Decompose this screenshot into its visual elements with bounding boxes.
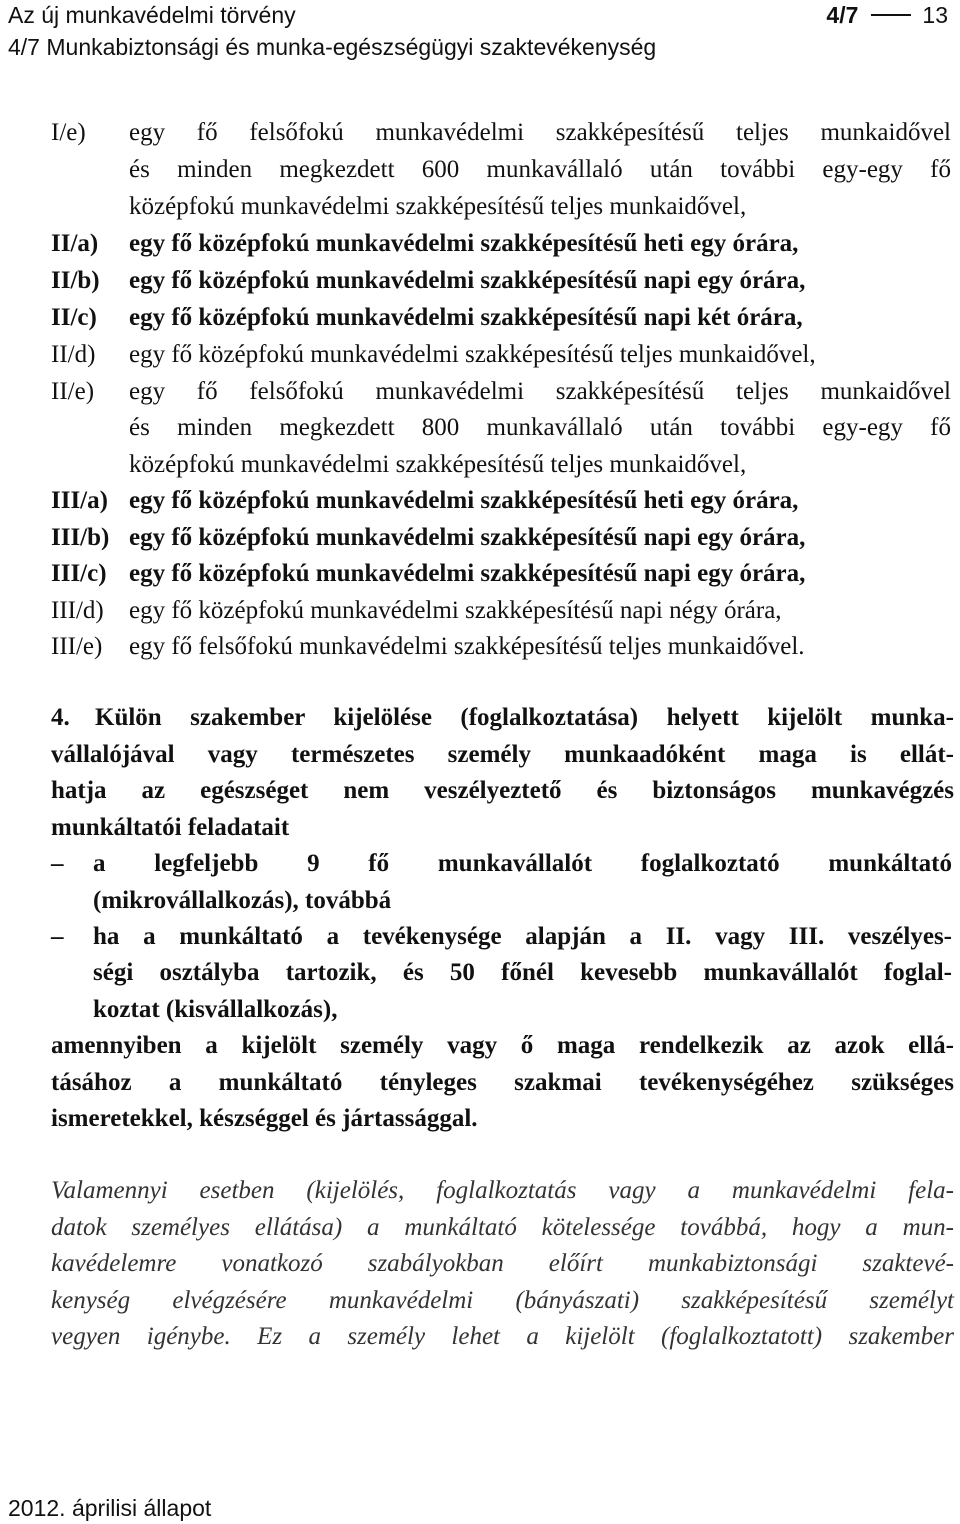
list-item-line: egy fő középfokú munkavédelmi szakképesítésű napi egy órára, xyxy=(129,560,806,587)
section-intro-line: munkáltatói feladatait xyxy=(51,814,290,841)
closing-line: ismeretekkel, készséggel és jártassággal. xyxy=(51,1105,478,1132)
commentary-line: vegyen igénybe. Ez a személy lehet a kijelölt (foglalkoztatott) szakember xyxy=(51,1323,954,1350)
list-item-line: középfokú munkavédelmi szakképesítésű teljes munkaidővel, xyxy=(129,451,747,478)
list-item-label: II/c) xyxy=(51,304,97,331)
commentary-line: datok személyes ellátása) a munkáltató kötelessége továbbá, hogy a mun- xyxy=(51,1214,954,1241)
footer-status: 2012. áprilisi állapot xyxy=(8,1495,212,1521)
list-item-line: egy fő felsőfokú munkavédelmi szakképesítésű teljes munkaidővel xyxy=(129,378,951,405)
section-intro-line xyxy=(51,703,954,733)
section-number: 4. xyxy=(51,704,70,731)
commentary-line: kenység elvégzésére munkavédelmi (bányászati) szakképesítésű személyt xyxy=(51,1287,954,1314)
section-intro-line: hatja az egészséget nem veszélyeztető és biztonságos munkavégzés xyxy=(51,777,954,804)
list-item-label: II/a) xyxy=(51,230,99,257)
closing-line: amennyiben a kijelölt személy vagy ő maga rendelkezik az azok ellá- xyxy=(51,1032,954,1059)
bullet-line: a legfeljebb 9 fő munkavállalót foglalkoztató munkáltató xyxy=(93,850,952,877)
commentary-line: Valamennyi esetben (kijelölés, foglalkoztatás vagy a munkavédelmi fela- xyxy=(51,1177,954,1204)
section-intro-text: Külön szakember kijelölése (foglalkoztatása) helyett kijelölt munka- xyxy=(95,704,954,731)
bullet-line: ha a munkáltató a tevékenysége alapján a II. vagy III. veszélyes- xyxy=(93,923,952,950)
list-item-label: II/b) xyxy=(51,267,100,294)
bullet-dash: – xyxy=(51,923,64,950)
list-item-line: egy fő felsőfokú munkavédelmi szakképesítésű teljes munkaidővel xyxy=(129,119,951,146)
page-indicator xyxy=(826,1,948,29)
closing-line: tásához a munkáltató tényleges szakmai tevékenységéhez szükséges xyxy=(51,1069,954,1096)
list-item-label: II/e) xyxy=(51,378,95,405)
list-item-line: egy fő középfokú munkavédelmi szakképesítésű napi egy órára, xyxy=(129,267,806,294)
bullet-line: ségi osztályba tartozik, és 50 főnél kevesebb munkavállalót foglal- xyxy=(93,959,952,986)
list-item-line: és minden megkezdett 600 munkavállaló után további egy-egy fő xyxy=(129,156,951,183)
commentary-line: kavédelemre vonatkozó szabályokban előírt munkabiztonsági szaktevé- xyxy=(51,1250,954,1277)
list-item-label: II/d) xyxy=(51,341,96,368)
chapter-number: 4/7 xyxy=(826,2,859,28)
list-item-line: egy fő középfokú munkavédelmi szakképesítésű napi egy órára, xyxy=(129,524,806,551)
list-item-line: egy fő középfokú munkavédelmi szakképesítésű napi két órára, xyxy=(129,304,803,331)
list-item-line: egy fő felsőfokú munkavédelmi szakképesítésű teljes munkaidővel. xyxy=(129,633,805,660)
bullet-dash: – xyxy=(51,850,64,877)
list-item-label: I/e) xyxy=(51,119,86,146)
bullet-line: koztat (kisvállalkozás), xyxy=(93,996,338,1023)
list-item-label: III/d) xyxy=(51,597,104,624)
list-item-line: egy fő középfokú munkavédelmi szakképesítésű heti egy órára, xyxy=(129,487,799,514)
list-item-line: egy fő középfokú munkavédelmi szakképesítésű teljes munkaidővel, xyxy=(129,341,816,368)
list-item-line: középfokú munkavédelmi szakképesítésű teljes munkaidővel, xyxy=(129,193,747,220)
header-dash-rule xyxy=(871,14,911,16)
section-intro-line: vállalójával vagy természetes személy munkaadóként maga is ellát- xyxy=(51,741,954,768)
list-item-line: és minden megkezdett 800 munkavállaló után további egy-egy fő xyxy=(129,414,951,441)
header-subtitle: 4/7 Munkabiztonsági és munka-egészségügyi szaktevékenység xyxy=(8,34,657,60)
bullet-line: (mikrovállalkozás), továbbá xyxy=(93,887,392,914)
list-item-label: III/e) xyxy=(51,633,103,660)
list-item-line: egy fő középfokú munkavédelmi szakképesítésű heti egy órára, xyxy=(129,230,799,257)
page-number: 13 xyxy=(922,2,948,28)
list-item-label: III/c) xyxy=(51,560,107,587)
list-item-label: III/b) xyxy=(51,524,110,551)
header-title: Az új munkavédelmi törvény xyxy=(8,2,296,28)
list-item-label: III/a) xyxy=(51,487,108,514)
list-item-line: egy fő középfokú munkavédelmi szakképesítésű napi négy órára, xyxy=(129,597,782,624)
